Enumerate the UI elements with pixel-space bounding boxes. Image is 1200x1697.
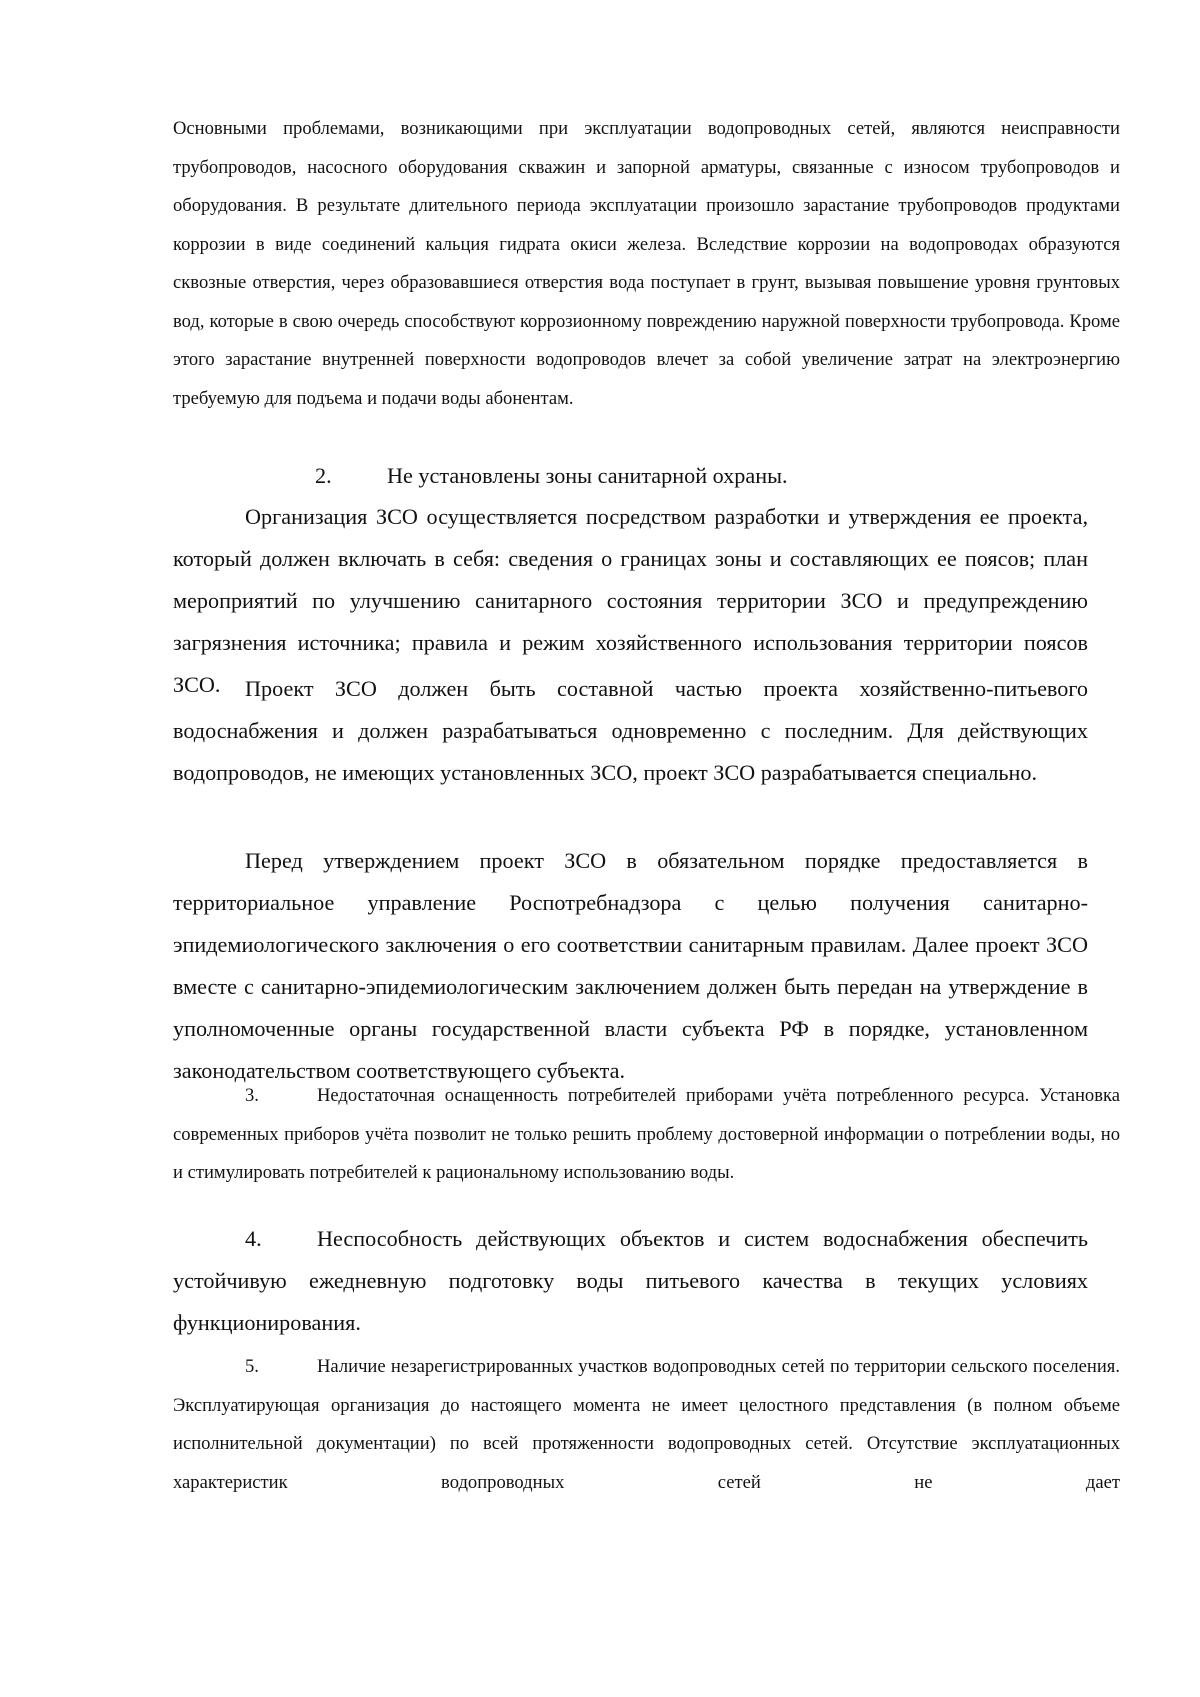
list-number-4: 4. — [245, 1226, 262, 1251]
paragraph-zso-project: Проект ЗСО должен быть составной частью проекта хозяйственно-питьевого водоснабжения и должен разрабатываться одновременно с последним. Для действующих водопроводов, не имеющих установленных ЗСО, проект ЗСО разрабатывается специально. — [173, 676, 1088, 785]
list-text-3: Недостаточная оснащенность потребителей приборами учёта потребленного ресурса. Установка современных приборов учёта позволит не только решить проблему достоверной информации о потреблении воды, но и стимулировать потребителей к рациональному использованию воды. — [173, 1085, 1120, 1183]
list-item-2 — [173, 455, 1088, 497]
list-number-3: 3. — [245, 1085, 259, 1106]
list-text-5: Наличие незарегистрированных участков водопроводных сетей по территории сельского поселения. Эксплуатирующая организация до настоящего момента не имеет целостного представления (в полном объеме исполнительной документации) по всей протяженности водопроводных сетей. Отсутствие эксплуатационных характеристик водопроводных сетей не дает — [173, 1356, 1120, 1493]
list-text-2: Не установлены зоны санитарной охраны. — [387, 463, 788, 488]
list-item-4 — [173, 1218, 1088, 1344]
paragraph-zso-approval: Перед утверждением проект ЗСО в обязательном порядке предоставляется в территориальное управление Роспотребнадзора с целью получения санитарно-эпидемиологического заключения о его соответствии санитарным правилам. Далее проект ЗСО вместе с санитарно-эпидемиологическим заключением должен быть передан на утверждение в уполномоченные органы государственной власти субъекта РФ в порядке, установленном законодательством соответствующего субъекта. — [173, 848, 1088, 1083]
list-number-5: 5. — [245, 1356, 259, 1377]
list-number-2: 2. — [315, 463, 332, 488]
list-item-3 — [173, 1077, 1120, 1193]
paragraph-network-problems: Основными проблемами, возникающими при эксплуатации водопроводных сетей, являются неисправности трубопроводов, насосного оборудования скважин и запорной арматуры, связанные с износом трубопроводов и оборудования. В результате длительного периода эксплуатации произошло зарастание трубопроводов продуктами коррозии в виде соединений кальция гидрата окиси железа. Вследствие коррозии на водопроводах образуются сквозные отверстия, через образовавшиеся отверстия вода поступает в грунт, вызывая повышение уровня грунтовых вод, которые в свою очередь способствуют коррозионному повреждению наружной поверхности трубопровода. Кроме этого зарастание внутренней поверхности водопроводов влечет за собой увеличение затрат на электроэнергию требуемую для подъема и подачи воды абонентам. — [173, 118, 1120, 409]
list-item-5 — [173, 1348, 1120, 1502]
list-text-4: Неспособность действующих объектов и систем водоснабжения обеспечить устойчивую ежедневную подготовку воды питьевого качества в текущих условиях функционирования. — [173, 1226, 1088, 1335]
paragraph-zso-organization: Организация ЗСО осуществляется посредством разработки и утверждения ее проекта, который должен включать в себя: сведения о границах зоны и составляющих ее поясов; план мероприятий по улучшению санитарного состояния территории ЗСО и предупреждению загрязнения источника; правила и режим хозяйственного использования территории поясов ЗСО. — [173, 504, 1088, 697]
